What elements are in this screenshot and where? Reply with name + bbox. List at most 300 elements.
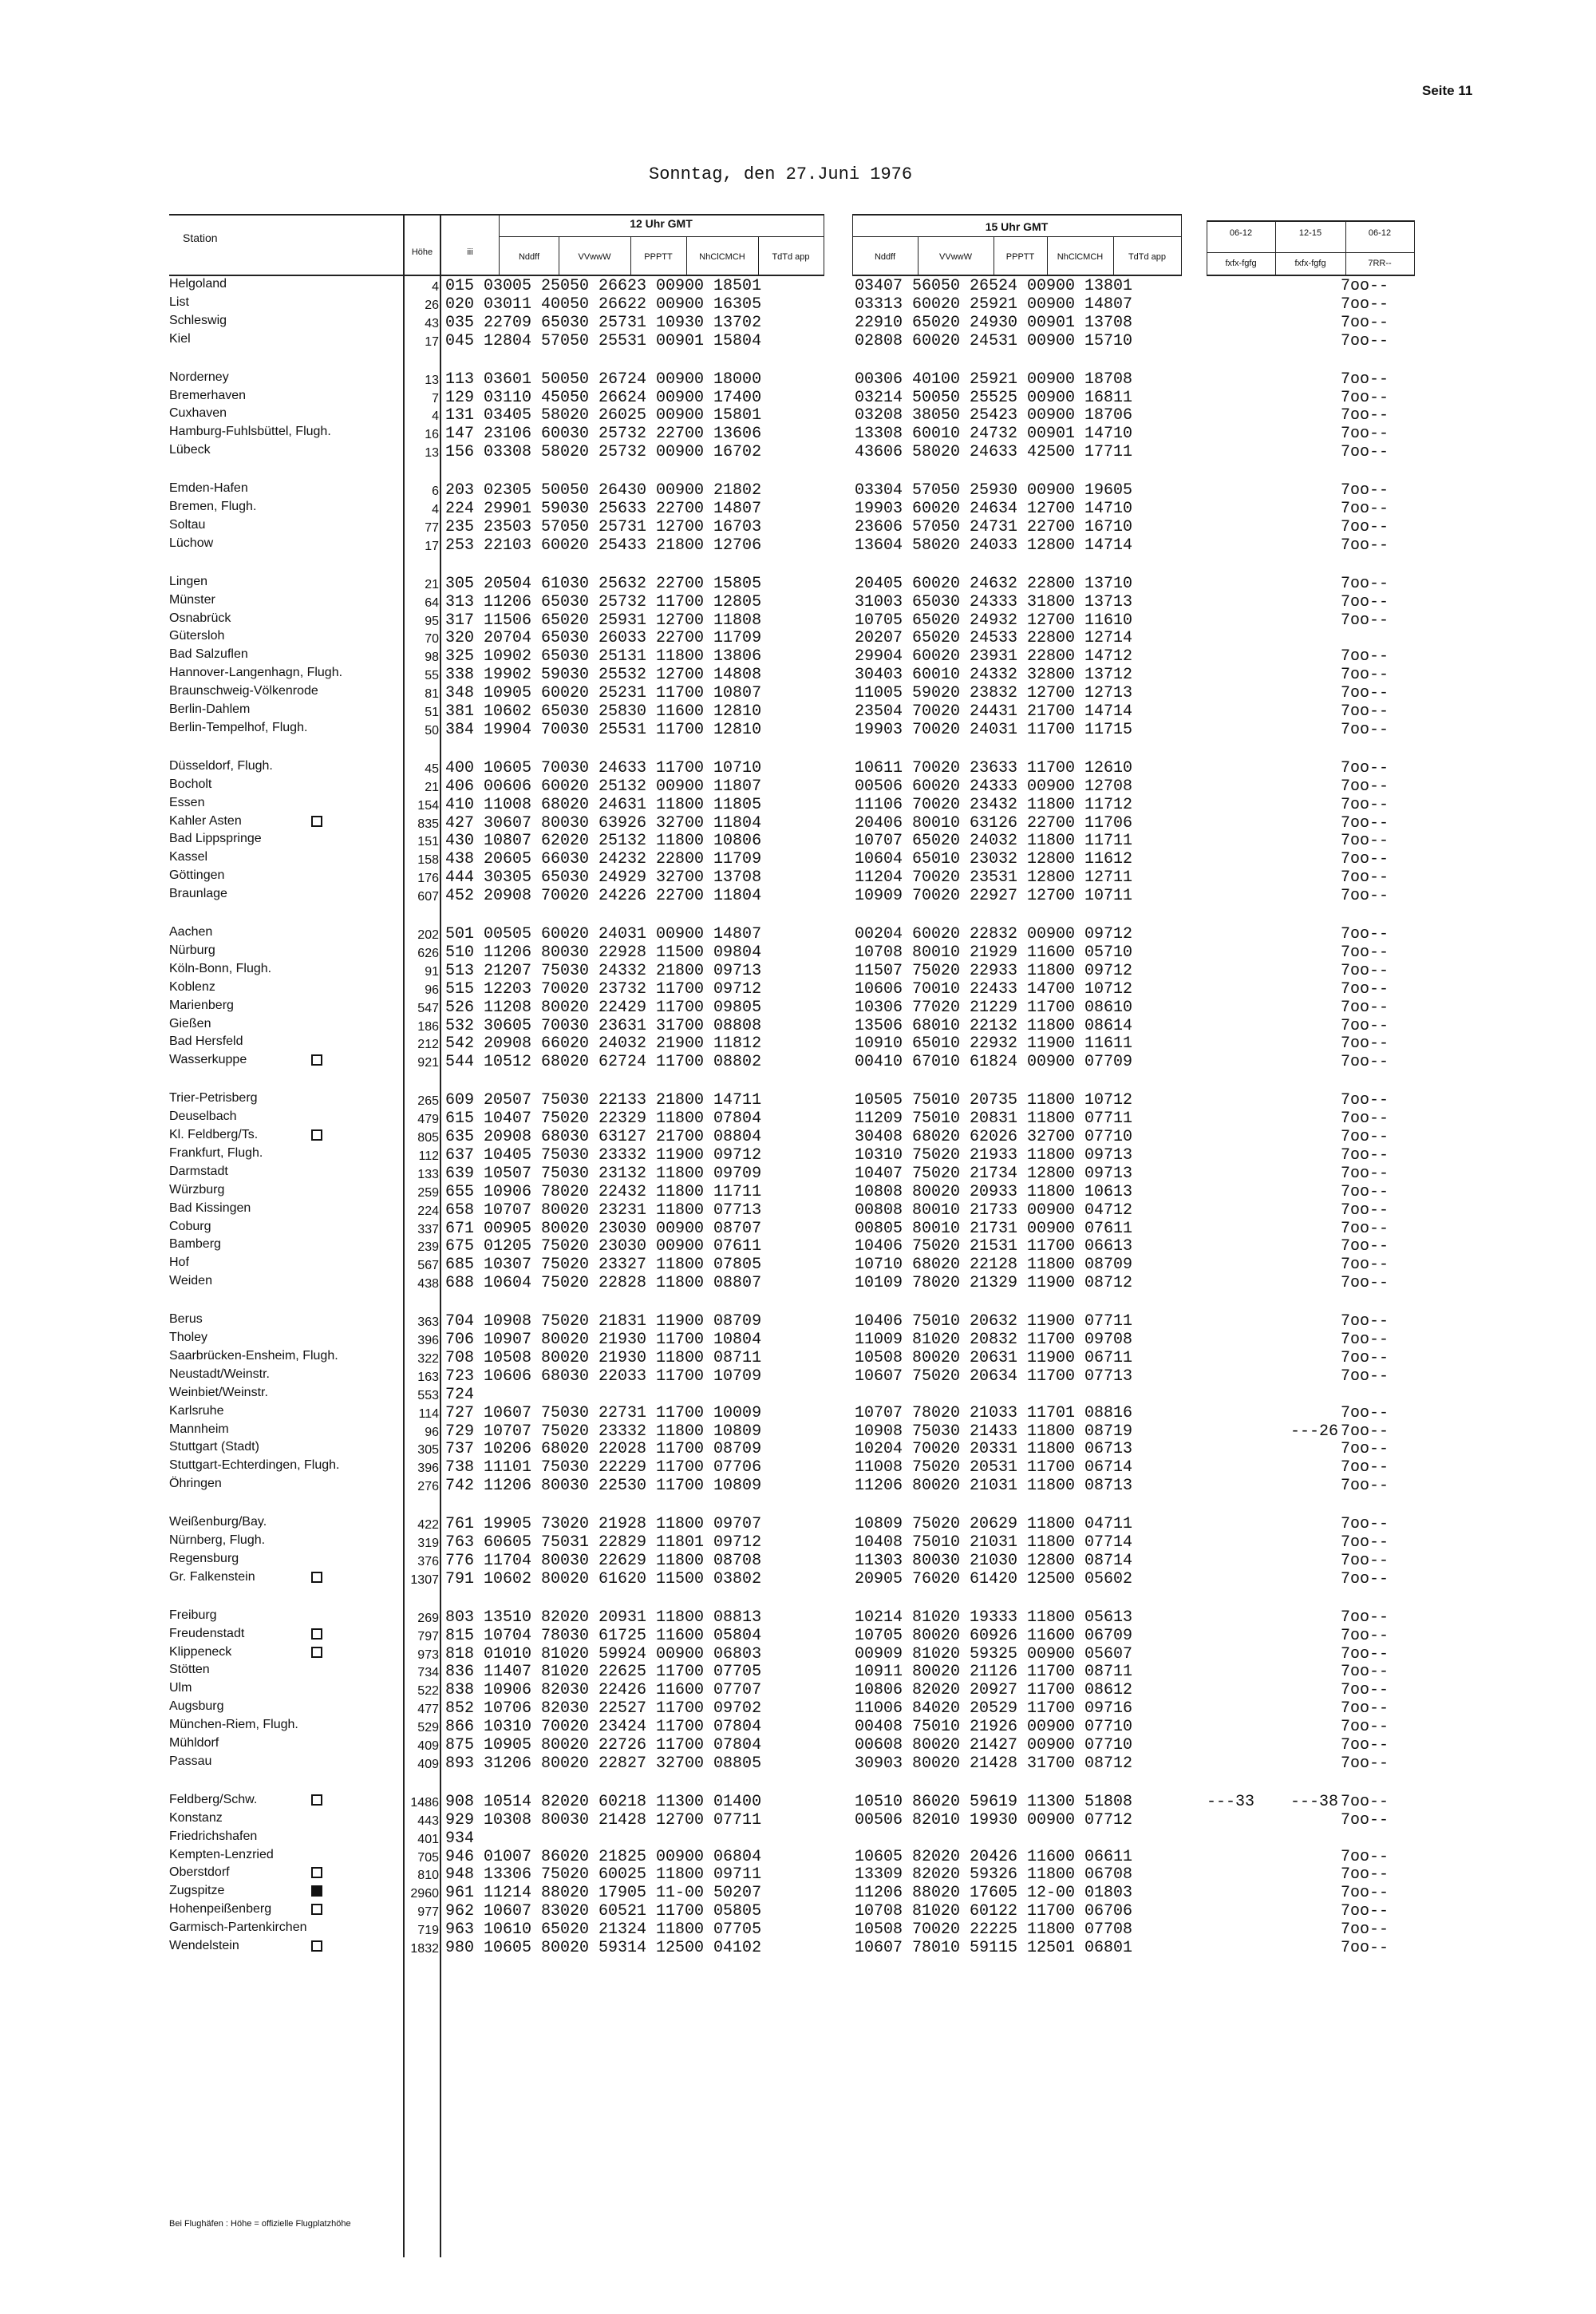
station-name: Stuttgart-Echterdingen, Flugh. xyxy=(169,1458,340,1473)
data-15-uhr: 30403 60010 24332 32800 13712 xyxy=(855,666,1133,685)
station-name: Wendelstein xyxy=(169,1939,239,1952)
data-12-uhr: 147 23106 60030 25732 22700 13606 xyxy=(445,425,762,444)
data-12-uhr: 727 10607 75030 22731 11700 10009 xyxy=(445,1403,762,1422)
gust-12-15: ---38 xyxy=(1290,1792,1339,1811)
data-15-uhr: 10705 80020 60926 11600 06709 xyxy=(855,1626,1133,1645)
data-15-uhr: 10911 80020 21126 11700 08711 xyxy=(855,1663,1133,1682)
station-hoehe: 810 xyxy=(417,1869,439,1883)
table-row xyxy=(0,1811,1596,1829)
rr-06-12: 7oo-- xyxy=(1341,1164,1389,1183)
table-row xyxy=(0,518,1596,536)
station-name: Bad Kissingen xyxy=(169,1201,251,1215)
station-name: Kassel xyxy=(169,850,208,864)
open-square-icon xyxy=(311,1940,322,1952)
station-name: Bamberg xyxy=(169,1237,221,1252)
rr-06-12: 7oo-- xyxy=(1341,1219,1389,1238)
station-name: Augsburg xyxy=(169,1699,224,1714)
station-name: Essen xyxy=(169,795,205,809)
table-row xyxy=(0,1718,1596,1735)
table-row xyxy=(0,443,1596,461)
station-hoehe: 17 xyxy=(425,334,439,349)
table-row xyxy=(0,332,1596,350)
station-name: Schleswig xyxy=(169,313,227,327)
station-name: Freiburg xyxy=(169,1608,217,1622)
table-row xyxy=(0,1110,1596,1127)
rr-06-12: 7oo-- xyxy=(1341,1847,1389,1866)
rr-06-12: 7oo-- xyxy=(1341,406,1389,425)
station-hoehe: 4 xyxy=(432,503,439,516)
data-12-uhr: 637 10405 75030 23332 11900 09712 xyxy=(445,1145,762,1165)
table-row xyxy=(0,1091,1596,1109)
station-name: Coburg xyxy=(169,1219,211,1233)
rr-06-12: 7oo-- xyxy=(1341,868,1389,888)
data-15-uhr: 10109 78020 21329 11900 08712 xyxy=(855,1274,1133,1293)
data-15-uhr: 19903 70020 24031 11700 11715 xyxy=(855,720,1133,739)
data-15-uhr: 10908 75030 21433 11800 08719 xyxy=(855,1422,1133,1441)
station-hoehe: 45 xyxy=(425,761,439,776)
data-12-uhr: 015 03005 25050 26623 00900 18501 xyxy=(445,277,762,295)
data-12-uhr: 791 10602 80020 61620 11500 03802 xyxy=(445,1569,762,1588)
station-name: Mannheim xyxy=(169,1422,229,1436)
rr-06-12: 7oo-- xyxy=(1341,1736,1389,1754)
header-nddff-15: Nddff xyxy=(874,252,896,262)
station-name: Kiel xyxy=(169,331,191,346)
gust-12-15: ---26 xyxy=(1290,1422,1339,1441)
rr-06-12: 7oo-- xyxy=(1341,1403,1389,1422)
data-15-uhr: 10707 78020 21033 11701 08816 xyxy=(855,1403,1133,1422)
station-hoehe: 21 xyxy=(425,780,439,794)
header-pppt-15: PPPTT xyxy=(1005,252,1035,262)
data-12-uhr: 384 19904 70030 25531 11700 12810 xyxy=(445,720,762,739)
table-row xyxy=(0,832,1596,849)
rr-06-12: 7oo-- xyxy=(1341,1034,1389,1054)
rr-06-12: 7oo-- xyxy=(1341,370,1389,389)
table-row xyxy=(0,1552,1596,1569)
station-name: Passau xyxy=(169,1754,212,1768)
station-hoehe: 705 xyxy=(417,1850,439,1865)
data-12-uhr: 020 03011 40050 26622 00900 16305 xyxy=(445,295,762,314)
table-row xyxy=(0,1422,1596,1440)
data-12-uhr: 320 20704 65030 26033 22700 11709 xyxy=(445,629,762,648)
station-hoehe: 151 xyxy=(417,835,439,849)
data-12-uhr: 203 02305 50050 26430 00900 21802 xyxy=(445,481,762,500)
table-row xyxy=(0,536,1596,554)
data-12-uhr: 635 20908 68030 63127 21700 08804 xyxy=(445,1128,762,1146)
header-0612b: 06-12 xyxy=(1368,228,1392,238)
table-row xyxy=(0,425,1596,442)
data-12-uhr: 708 10508 80020 21930 11800 08711 xyxy=(445,1348,762,1367)
station-name: Klippeneck xyxy=(169,1644,232,1659)
table-row xyxy=(0,943,1596,961)
table-row xyxy=(0,1331,1596,1348)
data-12-uhr: 317 11506 65020 25931 12700 11808 xyxy=(445,611,762,630)
data-15-uhr: 00410 67010 61824 00900 07709 xyxy=(855,1053,1133,1072)
table-row xyxy=(0,500,1596,517)
table-row xyxy=(0,647,1596,665)
rr-06-12: 7oo-- xyxy=(1341,1274,1389,1293)
data-12-uhr: 658 10707 80020 23231 11800 07713 xyxy=(445,1201,762,1220)
table-row xyxy=(0,1201,1596,1219)
station-hoehe: 438 xyxy=(417,1277,439,1291)
data-15-uhr: 11206 80020 21031 11800 08713 xyxy=(855,1477,1133,1496)
data-15-uhr: 11206 88020 17605 12-00 01803 xyxy=(855,1884,1133,1903)
table-row xyxy=(0,370,1596,388)
header-hoehe: Höhe xyxy=(411,247,433,257)
station-hoehe: 734 xyxy=(417,1666,439,1680)
rr-06-12: 7oo-- xyxy=(1341,832,1389,851)
table-row xyxy=(0,1440,1596,1458)
rr-06-12: 7oo-- xyxy=(1341,1128,1389,1146)
station-name: Ulm xyxy=(169,1681,192,1695)
station-name: Gütersloh xyxy=(169,629,225,643)
rr-06-12: 7oo-- xyxy=(1341,1533,1389,1552)
rr-06-12: 7oo-- xyxy=(1341,1569,1389,1588)
table-row xyxy=(0,389,1596,406)
data-15-uhr: 10910 65010 22932 11900 11611 xyxy=(855,1034,1133,1054)
open-square-icon xyxy=(311,1904,322,1915)
station-name: Stuttgart (Stadt) xyxy=(169,1440,259,1454)
rr-06-12: 7oo-- xyxy=(1341,666,1389,685)
rr-06-12: 7oo-- xyxy=(1341,592,1389,611)
rr-06-12: 7oo-- xyxy=(1341,1091,1389,1110)
rr-06-12: 7oo-- xyxy=(1341,1608,1389,1627)
station-name: Wasserkuppe xyxy=(169,1053,247,1067)
rr-06-12: 7oo-- xyxy=(1341,1884,1389,1903)
data-15-uhr: 11106 70020 23432 11800 11712 xyxy=(855,795,1133,814)
table-row xyxy=(0,721,1596,738)
rr-06-12: 7oo-- xyxy=(1341,1331,1389,1349)
rr-06-12: 7oo-- xyxy=(1341,1754,1389,1773)
station-name: Trier-Petrisberg xyxy=(169,1091,258,1106)
station-name: Hamburg-Fuhlsbüttel, Flugh. xyxy=(169,425,331,439)
open-square-icon xyxy=(311,1129,322,1141)
station-hoehe: 91 xyxy=(425,964,439,979)
data-15-uhr: 00608 80020 21427 00900 07710 xyxy=(855,1736,1133,1754)
table-row xyxy=(0,1902,1596,1920)
data-12-uhr: 704 10908 75020 21831 11900 08709 xyxy=(445,1312,762,1331)
data-15-uhr: 00506 82010 19930 00900 07712 xyxy=(855,1810,1133,1829)
data-12-uhr: 688 10604 75020 22828 11800 08807 xyxy=(445,1274,762,1293)
station-hoehe: 4 xyxy=(432,280,439,294)
station-name: Braunschweig-Völkenrode xyxy=(169,684,318,698)
station-name: Bremen, Flugh. xyxy=(169,500,257,513)
station-hoehe: 607 xyxy=(417,890,439,904)
data-12-uhr: 113 03601 50050 26724 00900 18000 xyxy=(445,370,762,389)
station-hoehe: 443 xyxy=(417,1814,439,1828)
station-name: Bocholt xyxy=(169,777,212,791)
data-12-uhr: 671 00905 80020 23030 00900 08707 xyxy=(445,1219,762,1238)
data-12-uhr: 430 10807 62020 25132 11800 10806 xyxy=(445,832,762,851)
data-15-uhr: 10605 82020 20426 11600 06611 xyxy=(855,1847,1133,1866)
table-row xyxy=(0,1367,1596,1385)
data-12-uhr: 908 10514 82020 60218 11300 01400 xyxy=(445,1792,762,1811)
station-name: Zugspitze xyxy=(169,1884,225,1898)
data-12-uhr: 510 11206 80030 22928 11500 09804 xyxy=(445,943,762,962)
table-row xyxy=(0,814,1596,832)
data-15-uhr: 10204 70020 20331 11800 06713 xyxy=(855,1440,1133,1459)
header-nddff-12: Nddff xyxy=(518,252,540,262)
data-12-uhr: 929 10308 80030 21428 12700 07711 xyxy=(445,1810,762,1829)
station-name: Koblenz xyxy=(169,979,215,994)
table-row xyxy=(0,1312,1596,1330)
rr-06-12: 7oo-- xyxy=(1341,1902,1389,1921)
station-hoehe: 7 xyxy=(432,391,439,405)
data-15-uhr: 00909 81020 59325 00900 05607 xyxy=(855,1644,1133,1663)
data-15-uhr: 10406 75020 21531 11700 06613 xyxy=(855,1237,1133,1256)
station-name: Saarbrücken-Ensheim, Flugh. xyxy=(169,1348,338,1363)
header-sub-1215: fxfx-fgfg xyxy=(1294,259,1326,268)
data-15-uhr: 10808 80020 20933 11800 10613 xyxy=(855,1182,1133,1201)
data-15-uhr: 13506 68010 22132 11800 08614 xyxy=(855,1016,1133,1035)
table-row xyxy=(0,702,1596,720)
data-12-uhr: 706 10907 80020 21930 11700 10804 xyxy=(445,1331,762,1349)
data-12-uhr: 738 11101 75030 22229 11700 07706 xyxy=(445,1458,762,1477)
table-row xyxy=(0,850,1596,868)
data-15-uhr: 10708 80010 21929 11600 05710 xyxy=(855,943,1133,962)
station-hoehe: 553 xyxy=(417,1388,439,1402)
station-name: Göttingen xyxy=(169,868,225,883)
header-pppt-12: PPPTT xyxy=(644,252,673,262)
table-row xyxy=(0,1146,1596,1164)
data-15-uhr: 00506 60020 24333 00900 12708 xyxy=(855,777,1133,796)
data-12-uhr: 838 10906 82030 22426 11600 07707 xyxy=(445,1681,762,1700)
rr-06-12: 7oo-- xyxy=(1341,1718,1389,1737)
rr-06-12: 7oo-- xyxy=(1341,443,1389,462)
data-15-uhr: 11204 70020 23531 12800 12711 xyxy=(855,868,1133,888)
table-row xyxy=(0,777,1596,795)
open-square-icon xyxy=(311,1628,322,1640)
data-12-uhr: 400 10605 70030 24633 11700 10710 xyxy=(445,758,762,777)
data-12-uhr: 962 10607 83020 60521 11700 05805 xyxy=(445,1902,762,1921)
table-row xyxy=(0,1681,1596,1699)
rr-06-12: 7oo-- xyxy=(1341,1053,1389,1072)
data-15-uhr: 10607 78010 59115 12501 06801 xyxy=(855,1939,1133,1957)
station-name: Konstanz xyxy=(169,1810,223,1825)
data-12-uhr: 406 00606 60020 25132 00900 11807 xyxy=(445,777,762,796)
data-12-uhr: 655 10906 78020 22432 11800 11711 xyxy=(445,1182,762,1201)
data-12-uhr: 761 19905 73020 21928 11800 09707 xyxy=(445,1515,762,1534)
station-name: Weißenburg/Bay. xyxy=(169,1515,267,1529)
rr-06-12: 7oo-- xyxy=(1341,1237,1389,1256)
data-15-uhr: 10710 68020 22128 11800 08709 xyxy=(855,1256,1133,1275)
rr-06-12: 7oo-- xyxy=(1341,1348,1389,1367)
data-15-uhr: 00204 60020 22832 00900 09712 xyxy=(855,925,1133,943)
data-15-uhr: 10806 82020 20927 11700 08612 xyxy=(855,1681,1133,1700)
station-name: Feldberg/Schw. xyxy=(169,1792,258,1806)
rr-06-12: 7oo-- xyxy=(1341,1644,1389,1663)
station-name: Nürnberg, Flugh. xyxy=(169,1533,266,1547)
data-12-uhr: 963 10610 65020 21324 11800 07705 xyxy=(445,1920,762,1940)
data-15-uhr: 20207 65020 24533 22800 12714 xyxy=(855,629,1133,648)
station-hoehe: 479 xyxy=(417,1113,439,1127)
data-12-uhr: 893 31206 80020 22827 32700 08805 xyxy=(445,1754,762,1773)
station-hoehe: 6 xyxy=(432,485,439,499)
station-name: München-Riem, Flugh. xyxy=(169,1718,298,1732)
rr-06-12: 7oo-- xyxy=(1341,1367,1389,1386)
table-row xyxy=(0,1034,1596,1052)
station-hoehe: 186 xyxy=(417,1019,439,1034)
rr-06-12: 7oo-- xyxy=(1341,425,1389,444)
station-hoehe: 98 xyxy=(425,651,439,665)
data-15-uhr: 10214 81020 19333 11800 05613 xyxy=(855,1608,1133,1627)
table-row xyxy=(0,980,1596,998)
header-1215: 12-15 xyxy=(1298,228,1322,238)
data-12-uhr: 253 22103 60020 25433 21800 12706 xyxy=(445,536,762,555)
station-name: Emden-Hafen xyxy=(169,481,248,496)
data-12-uhr: 224 29901 59030 25633 22700 14807 xyxy=(445,500,762,518)
station-name: Bremerhaven xyxy=(169,388,247,402)
rr-06-12: 7oo-- xyxy=(1341,1681,1389,1700)
data-12-uhr: 803 13510 82020 20931 11800 08813 xyxy=(445,1608,762,1627)
data-12-uhr: 723 10606 68030 22033 11700 10709 xyxy=(445,1367,762,1386)
table-row xyxy=(0,1848,1596,1865)
station-hoehe: 158 xyxy=(417,853,439,868)
table-row xyxy=(0,1939,1596,1956)
data-15-uhr: 11209 75010 20831 11800 07711 xyxy=(855,1110,1133,1129)
table-row xyxy=(0,1274,1596,1291)
station-name: Lingen xyxy=(169,574,208,588)
station-name: Soltau xyxy=(169,517,206,532)
rr-06-12: 7oo-- xyxy=(1341,1312,1389,1331)
table-row xyxy=(0,1884,1596,1901)
data-12-uhr: 875 10905 80020 22726 11700 07804 xyxy=(445,1736,762,1754)
station-hoehe: 13 xyxy=(425,446,439,461)
header-nhcl-15: NhClCMCH xyxy=(1057,252,1104,262)
open-square-icon xyxy=(311,1054,322,1066)
data-15-uhr: 00808 80010 21733 00900 04712 xyxy=(855,1201,1133,1220)
rr-06-12: 7oo-- xyxy=(1341,887,1389,906)
table-row xyxy=(0,925,1596,943)
rr-06-12: 7oo-- xyxy=(1341,1865,1389,1885)
data-15-uhr: 30903 80020 21428 31700 08712 xyxy=(855,1754,1133,1773)
data-15-uhr: 03313 60020 25921 00900 14807 xyxy=(855,295,1133,314)
data-15-uhr: 10611 70020 23633 11700 12610 xyxy=(855,758,1133,777)
station-name: Freudenstadt xyxy=(169,1626,245,1640)
data-15-uhr: 20406 80010 63126 22700 11706 xyxy=(855,813,1133,833)
table-row xyxy=(0,1533,1596,1551)
station-name: List xyxy=(169,295,189,309)
station-name: Hof xyxy=(169,1256,189,1270)
station-hoehe: 55 xyxy=(425,669,439,683)
data-15-uhr: 20905 76020 61420 12500 05602 xyxy=(855,1569,1133,1588)
station-name: Gießen xyxy=(169,1016,211,1030)
station-hoehe: 409 xyxy=(417,1739,439,1753)
rr-06-12: 7oo-- xyxy=(1341,720,1389,739)
data-12-uhr: 410 11008 68020 24631 11800 11805 xyxy=(445,795,762,814)
station-hoehe: 797 xyxy=(417,1629,439,1644)
rr-06-12: 7oo-- xyxy=(1341,388,1389,407)
station-name: Köln-Bonn, Flugh. xyxy=(169,961,272,975)
table-row xyxy=(0,1699,1596,1717)
open-square-icon xyxy=(311,1572,322,1583)
station-name: Berlin-Tempelhof, Flugh. xyxy=(169,720,308,734)
data-12-uhr: 513 21207 75030 24332 21800 09713 xyxy=(445,961,762,980)
rr-06-12: 7oo-- xyxy=(1341,813,1389,833)
station-hoehe: 396 xyxy=(417,1462,439,1476)
station-hoehe: 1832 xyxy=(410,1942,439,1956)
data-15-uhr: 13308 60010 24732 00901 14710 xyxy=(855,425,1133,444)
data-15-uhr: 03304 57050 25930 00900 19605 xyxy=(855,481,1133,500)
data-15-uhr: 11507 75020 22933 11800 09712 xyxy=(855,961,1133,980)
station-hoehe: 529 xyxy=(417,1721,439,1735)
station-hoehe: 96 xyxy=(425,1425,439,1439)
rr-06-12: 7oo-- xyxy=(1341,611,1389,630)
data-15-uhr: 02808 60020 24531 00900 15710 xyxy=(855,331,1133,350)
station-name: Öhringen xyxy=(169,1477,222,1491)
table-row xyxy=(0,887,1596,904)
data-15-uhr: 19903 60020 24634 12700 14710 xyxy=(855,500,1133,518)
table-row xyxy=(0,1829,1596,1847)
station-name: Regensburg xyxy=(169,1551,239,1565)
data-12-uhr: 763 60605 75031 22829 11801 09712 xyxy=(445,1533,762,1552)
rr-06-12: 7oo-- xyxy=(1341,961,1389,980)
table-row xyxy=(0,1515,1596,1533)
data-15-uhr: 10909 70020 22927 12700 10711 xyxy=(855,887,1133,906)
rr-06-12: 7oo-- xyxy=(1341,1551,1389,1570)
rr-06-12: 7oo-- xyxy=(1341,1145,1389,1165)
station-name: Cuxhaven xyxy=(169,406,227,421)
rr-06-12: 7oo-- xyxy=(1341,1110,1389,1129)
rr-06-12: 7oo-- xyxy=(1341,277,1389,295)
station-name: Kempten-Lenzried xyxy=(169,1847,274,1861)
rr-06-12: 7oo-- xyxy=(1341,1458,1389,1477)
rr-06-12: 7oo-- xyxy=(1341,574,1389,593)
rr-06-12: 7oo-- xyxy=(1341,979,1389,999)
data-12-uhr: 438 20605 66030 24232 22800 11709 xyxy=(445,850,762,869)
data-12-uhr: 129 03110 45050 26624 00900 17400 xyxy=(445,388,762,407)
rr-06-12: 7oo-- xyxy=(1341,1920,1389,1940)
data-12-uhr: 348 10905 60020 25231 11700 10807 xyxy=(445,684,762,703)
station-name: Norderney xyxy=(169,370,229,384)
station-hoehe: 322 xyxy=(417,1351,439,1366)
table-row xyxy=(0,406,1596,424)
station-hoehe: 276 xyxy=(417,1480,439,1494)
station-hoehe: 13 xyxy=(425,373,439,387)
data-15-uhr: 13604 58020 24033 12800 14714 xyxy=(855,536,1133,555)
rr-06-12: 7oo-- xyxy=(1341,1515,1389,1534)
station-hoehe: 1486 xyxy=(410,1795,439,1810)
table-row xyxy=(0,295,1596,313)
rr-06-12: 7oo-- xyxy=(1341,1699,1389,1719)
station-name: Gr. Falkenstein xyxy=(169,1569,255,1584)
station-hoehe: 805 xyxy=(417,1131,439,1145)
header-vvwww-15: VVwwW xyxy=(939,252,972,262)
station-name: Lübeck xyxy=(169,443,211,457)
data-12-uhr: 946 01007 86020 21825 00900 06804 xyxy=(445,1847,762,1866)
data-12-uhr: 131 03405 58020 26025 00900 15801 xyxy=(445,406,762,425)
data-12-uhr: 776 11704 80030 22629 11800 08708 xyxy=(445,1551,762,1570)
data-12-uhr: 639 10507 75030 23132 11800 09709 xyxy=(445,1164,762,1183)
data-15-uhr: 10809 75020 20629 11800 04711 xyxy=(855,1515,1133,1534)
filled-square-icon xyxy=(311,1885,322,1897)
station-hoehe: 409 xyxy=(417,1757,439,1771)
data-12-uhr: 685 10307 75020 23327 11800 07805 xyxy=(445,1256,762,1275)
station-name: Hohenpeißenberg xyxy=(169,1902,272,1916)
table-row xyxy=(0,593,1596,611)
data-15-uhr: 10306 77020 21229 11700 08610 xyxy=(855,998,1133,1017)
header-sub-rr: 7RR-- xyxy=(1368,259,1392,268)
rr-06-12: 7oo-- xyxy=(1341,500,1389,518)
station-hoehe: 114 xyxy=(418,1406,439,1421)
data-15-uhr: 10505 75010 20735 11800 10712 xyxy=(855,1091,1133,1110)
station-hoehe: 154 xyxy=(417,798,439,813)
data-15-uhr: 31003 65030 24333 31800 13713 xyxy=(855,592,1133,611)
station-name: Kl. Feldberg/Ts. xyxy=(169,1128,259,1141)
data-12-uhr: 235 23503 57050 25731 12700 16703 xyxy=(445,517,762,536)
rr-06-12: 7oo-- xyxy=(1341,295,1389,314)
station-hoehe: 239 xyxy=(417,1240,439,1255)
table-row xyxy=(0,1627,1596,1644)
